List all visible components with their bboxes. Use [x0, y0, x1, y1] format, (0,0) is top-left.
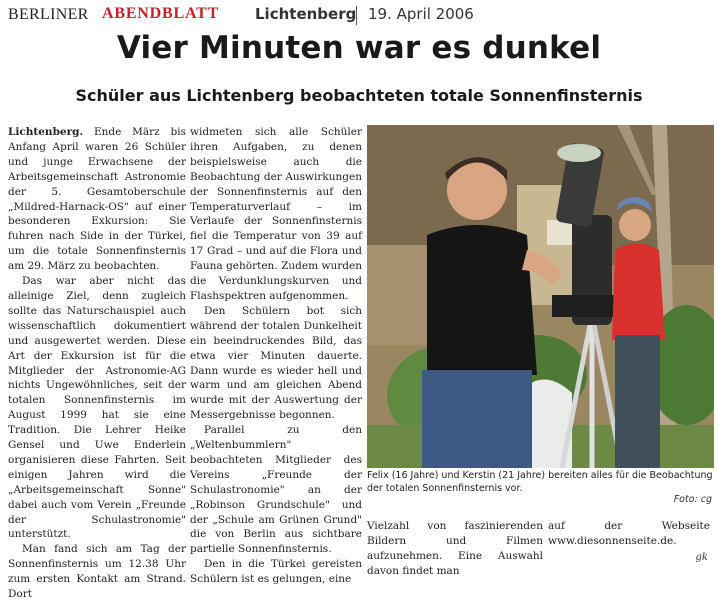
masthead-paper-name: BERLINER [8, 6, 89, 23]
article-column-4 [548, 519, 710, 549]
headline: Vier Minuten war es dunkel [116, 30, 602, 66]
article-column-2 [190, 125, 362, 587]
masthead-paper-name-accent: ABENDBLATT [102, 5, 220, 22]
subheadline: Schüler aus Lichtenberg beobachteten totale Sonnenfinsternis [75, 86, 643, 105]
article-paragraph: Den Schülern bot sich während der totalen Dunkelheit ein beeindruckendes Bild, das etwa vier Minuten dauerte. Dann wurde es wieder hell und warm und am gleichen Abend wurde mit der Auswertung der Messergebnisse begonnen. [190, 304, 362, 422]
article-paragraph: widmeten sich alle Schüler ihren Aufgaben, zu denen beispielsweise auch die Beobachtung der Auswirkungen der Sonnenfinsternis auf den Temperaturverlauf – im Verlaufe der Sonnenfinsternis fiel die Temperatur von 39 auf 17 Grad – und auf die Flora und Fauna gehörten. Zudem wurden die Verdunklungskurven und Flashspektren aufgenommen. [190, 126, 362, 302]
masthead-date: 19. April 2006 [368, 5, 474, 23]
author-initials: gk [695, 552, 708, 563]
masthead-district: Lichtenberg [255, 5, 357, 23]
dateline: Lichtenberg. [8, 126, 84, 138]
article-column-1 [8, 125, 186, 602]
photo-credit: Foto: cg [673, 494, 712, 505]
article-paragraph: Vielzahl von faszinierenden Bildern und Filmen aufzunehmen. Eine Auswahl davon findet man [367, 520, 543, 577]
article-paragraph: Das war aber nicht das alleinige Ziel, denn zugleich sollte das Naturschauspiel auch wissenschaftlich dokumentiert und ausgewertet werden. Diese Art der Exkursion ist für die Mitglieder der Astronomie-AG nichts Ungewöhnliches, seit der totalen Sonnenfinsternis im August 1999 hat sie eine Tradition. Die Lehrer Heike Gensel und Uwe Enderlein organisieren diese Fahrten. Seit einigen Jahren wird die „Arbeitsgemeinschaft Sonne" dabei auch vom Verein „Freunde der Schulastronomie" unterstützt. [8, 275, 186, 541]
paragraph-text: Ende März bis Anfang April waren 26 Schüler und junge Erwachsene der Arbeitsgemeinschaft Astronomie der 5. Gesamtoberschule „Mildred-Harnack-OS" auf einer besonderen Exkursion: Sie fuhren nach Side in der Türkei, um die totale Sonnenfinsternis am 29. März zu beobachten. [8, 126, 186, 273]
photo-caption: Felix (16 Jahre) und Kerstin (21 Jahre) bereiten alles für die Beobachtung der totalen Sonnenfinsternis vor. [367, 470, 713, 494]
photo-illustration [367, 125, 714, 468]
article-paragraph: auf der Webseite www.diesonnenseite.de. [548, 520, 710, 547]
article-paragraph: Parallel zu den „Weltenbummlern" beobachteten Mitglieder des Vereins „Freunde der Schulastronomie" an der „Robinson Grundschule" und der „Schule am Grünen Grund" die von Berlin aus sichtbare partielle Sonnenfinsternis. [190, 424, 362, 556]
article-paragraph [8, 125, 186, 274]
article-paragraph: Den in die Türkei gereisten Schülern ist es gelungen, eine [190, 558, 362, 586]
article-photo [367, 125, 714, 468]
masthead-divider [356, 6, 357, 25]
article-paragraph: Man fand sich am Tag der Sonnenfinsternis um 12.38 Uhr zum ersten Kontakt am Strand. Dort [8, 543, 186, 601]
